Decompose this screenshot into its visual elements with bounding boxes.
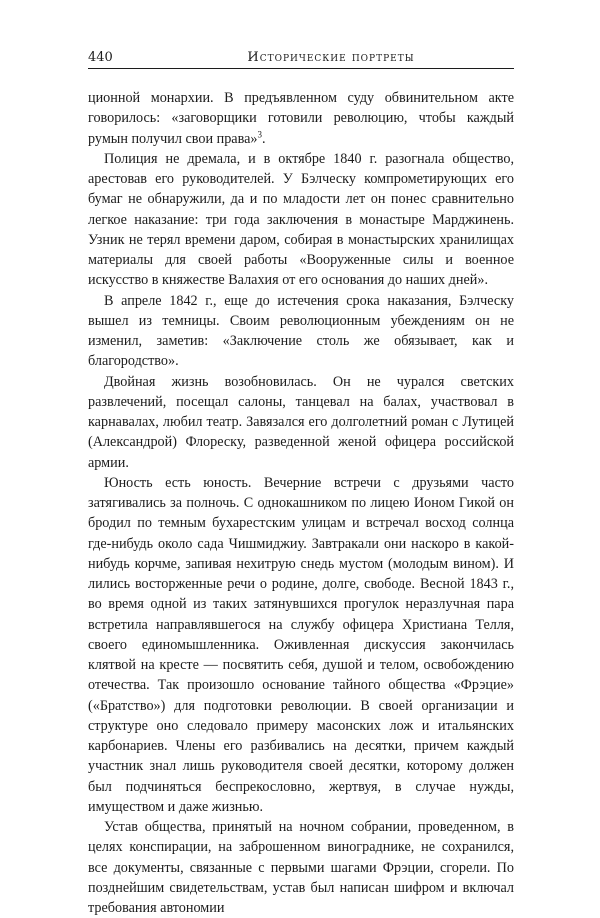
paragraph-4: Двойная жизнь возобновилась. Он не чурался светских развлечений, посещал салоны, танцевал на балах, участвовал в карнавалах, любил театр. Завязался его долголетний роман с Лутицей (Александрой) Флореску, разведенной женой офицера российской армии. [88, 373, 514, 471]
body-text [88, 88, 514, 918]
paragraph-5: Юность есть юность. Вечерние встречи с друзьями часто затягивались за полночь. С однокашником по лицею Ионом Гикой он бродил по темным бухарестским улицам и встречал восход солнца где-нибудь около сада Чишмиджиу. Завтракали они наскоро в какой-нибудь корчме, запивая нехитрую снедь мустом (молодым вином). И лились восторженные речи о родине, долге, свободе. Весной 1843 г., во время одной из таких затянувшихся прогулок неразлучная пара встретила направлявшегося на службу офицера Христиана Телля, своего единомышленника. Оживленная дискуссия закончилась клятвой на кресте — посвятить себя, душой и телом, освобождению отечества. Так произошло основание тайного общества «Фрэцие» («Братство») для подготовки революции. В своей организации и структуре оно следовало примеру масонских лож и итальянских карбонариев. Члены его разбивались на десятки, причем каждый участник знал лишь руководителя своей десятки, которому должен был подчиняться беспрекословно, жертвуя, в случае нужды, имуществом и даже жизнью. [88, 474, 514, 815]
paragraph-1: ционной монархии. В предъявленном суду обвинительном акте говорилось: «заговорщики готовили революцию, чтобы каждый румын получил свои права»$^3$. [88, 90, 514, 147]
footnote-marker: 3 [257, 128, 263, 139]
page-number: 440 [88, 50, 113, 65]
paragraph-1-text: ционной монархии. В предъявленном суду обвинительном акте говорилось: «заговорщики готовили революцию, чтобы каждый румын получил свои права» [88, 90, 514, 147]
paragraph-2: Полиция не дремала, и в октябре 1840 г. разогнала общество, арестовав его руководителей. У Бэлческу компрометирующих его бумаг не обнаружили, да и по младости лет он понес сравнительно легкое наказание: три года заключения в монастыре Марджинень. Узник не терял времени даром, собирая в монастырских хранилищах материалы для своей работы «Вооруженные силы и военное искусство в княжестве Валахия от его основания до наших дней». [88, 150, 514, 289]
running-title: Исторические портреты [247, 50, 415, 65]
paragraph-6: Устав общества, принятый на ночном собрании, проведенном, в целях конспирации, на заброшенном винограднике, не сохранился, все документы, связанные с первыми шагами Фрэции, сгорели. По позднейшим свидетельствам, устав был написан шифром и включал требования автономии [88, 819, 514, 916]
page-header [88, 50, 514, 69]
paragraph-3: В апреле 1842 г., еще до истечения срока наказания, Бэлческу вышел из темницы. Своим революционным убеждениям он не изменил, заметив: «Заключение столь же обязывает, как и благородство». [88, 292, 514, 370]
